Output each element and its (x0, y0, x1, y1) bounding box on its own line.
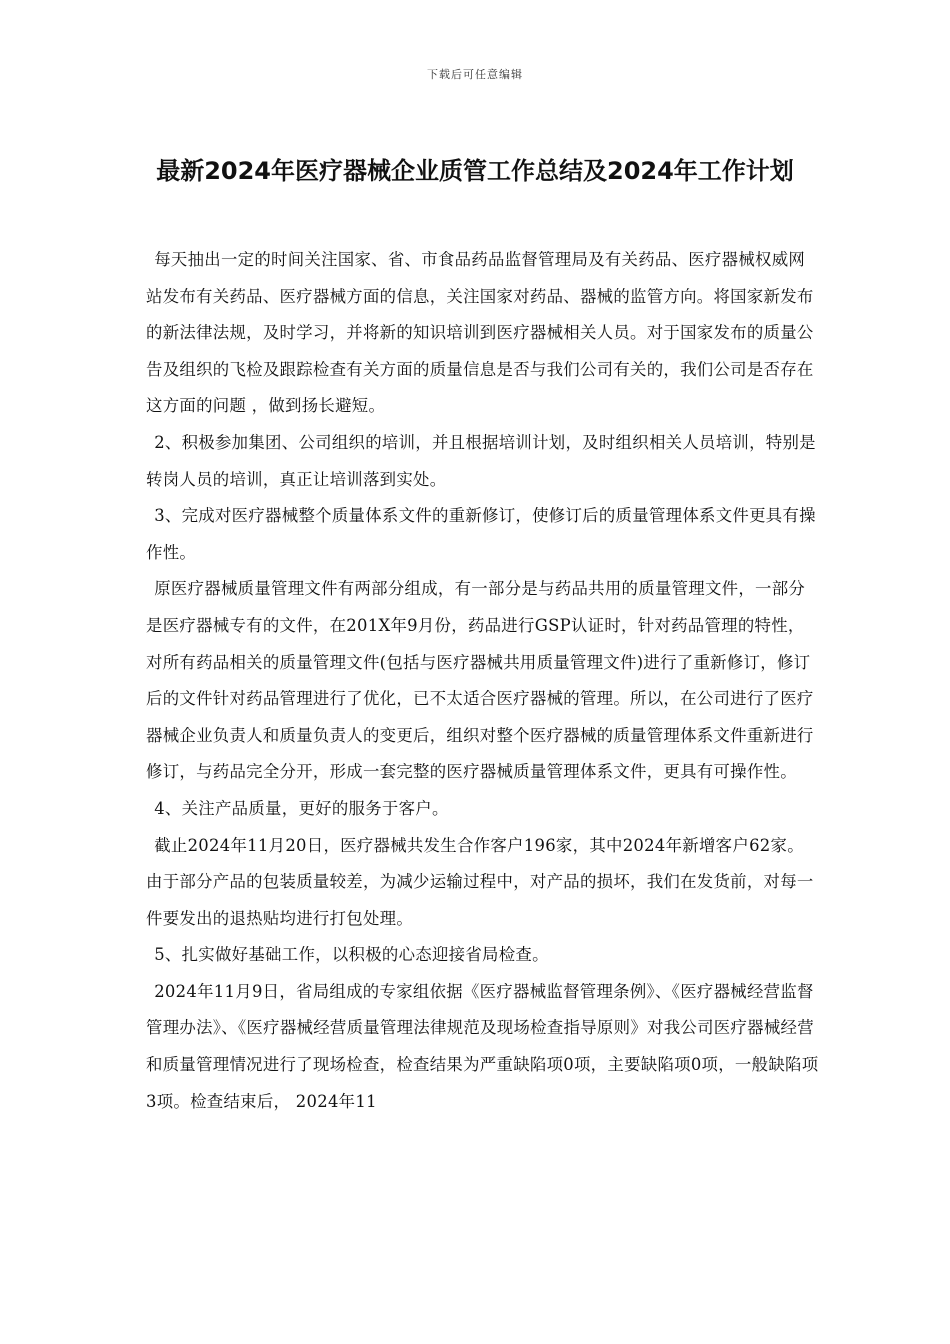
paragraph: 3、完成对医疗器械整个质量体系文件的重新修订，使修订后的质量管理体系文件更具有操作性。 (146, 506, 816, 562)
paragraph: 每天抽出一定的时间关注国家、省、市食品药品监督管理局及有关药品、医疗器械权威网站发布有关药品、医疗器械方面的信息，关注国家对药品、器械的监管方向。将国家新发布的新法律法规，及时学习，并将新的知识培训到医疗器械相关人员。对于国家发布的质量公告及组织的飞检及跟踪检查有关方面的质量信息是否与我们公司有关的，我们公司是否存在这方面的问题 ，做到扬长避短。 (146, 250, 814, 416)
paragraph: 4、关注产品质量，更好的服务于客户。 (154, 798, 449, 818)
paragraph: 截止2024年11月20日，医疗器械共发生合作客户196家，其中2024年新增客户62家。由于部分产品的包装质量较差，为减少运输过程中，对产品的损坏，我们在发货前，对每一件要发出的退热贴均进行打包处理。 (146, 835, 814, 928)
paragraph: 原医疗器械质量管理文件有两部分组成，有一部分是与药品共用的质量管理文件，一部分是医疗器械专有的文件，在201X年9月份，药品进行GSP认证时，针对药品管理的特性，对所有药品相关的质量管理文件(包括与医疗器械共用质量管理文件)进行了重新修订，修订后的文件针对药品管理进行了优化，已不太适合医疗器械的管理。所以，在公司进行了医疗器械企业负责人和质量负责人的变更后，组织对整个医疗器械的质量管理体系文件重新进行修订，与药品完全分开，形成一套完整的医疗器械质量管理体系文件，更具有可操作性。 (146, 579, 814, 782)
page-title: 最新2024年医疗器械企业质管工作总结及2024年工作计划 (156, 157, 794, 185)
header-note: 下载后可任意编辑 (427, 68, 523, 81)
paragraph: 2、积极参加集团、公司组织的培训，并且根据培训计划，及时组织相关人员培训，特别是转岗人员的培训，真正让培训落到实处。 (146, 432, 816, 489)
document-body (146, 242, 820, 1120)
paragraph: 2024年11月9日，省局组成的专家组依据《医疗器械监督管理条例》、《医疗器械经营监督管理办法》、《医疗器械经营质量管理法律规范及现场检查指导原则》对我公司医疗器械经营和质量管理情况进行了现场检查，检查结果为严重缺陷项0项，主要缺陷项0项，一般缺陷项3项。检查结束后， 2024年11 (146, 981, 819, 1111)
paragraph: 5、扎实做好基础工作，以积极的心态迎接省局检查。 (154, 945, 549, 965)
